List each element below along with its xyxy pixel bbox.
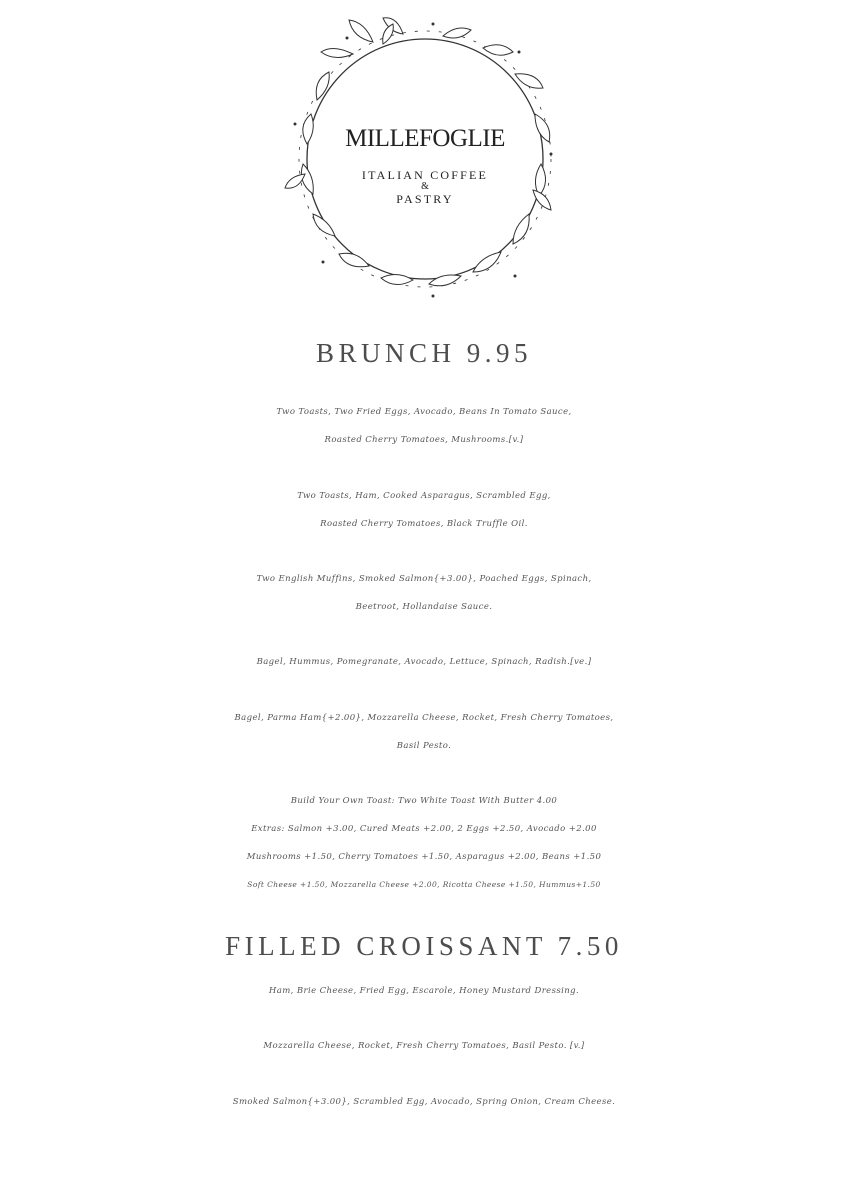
menu-line: Basil Pesto.	[396, 741, 452, 751]
menu-line: Build Your Own Toast: Two White Toast With Butter 4.00	[290, 796, 558, 806]
croissant-heading: FILLED CROISSANT 7.50	[225, 931, 623, 961]
menu-line: Roasted Cherry Tomatoes, Black Truffle Oil.	[320, 519, 528, 529]
menu-line: Smoked Salmon{+3.00}, Scrambled Egg, Avocado, Spring Onion, Cream Cheese.	[232, 1097, 616, 1107]
brand-ampersand: &	[421, 181, 429, 192]
menu-line: Extras: Salmon +3.00, Cured Meats +2.00, 2 Eggs +2.50, Avocado +2.00	[251, 824, 597, 834]
menu-line: Soft Cheese +1.50, Mozzarella Cheese +2.00, Ricotta Cheese +1.50, Hummus+1.50	[247, 880, 601, 889]
menu-line: Mushrooms +1.50, Cherry Tomatoes +1.50, Asparagus +2.00, Beans +1.50	[246, 852, 602, 862]
brand-text	[283, 124, 567, 206]
brand-subtitle-2: PASTRY	[396, 192, 454, 206]
menu-line: Two Toasts, Two Fried Eggs, Avocado, Beans In Tomato Sauce,	[276, 407, 572, 417]
brand-subtitle-1: ITALIAN COFFEE	[361, 168, 489, 182]
menu-line: Two Toasts, Ham, Cooked Asparagus, Scrambled Egg,	[297, 491, 551, 501]
brunch-heading: BRUNCH 9.95	[315, 338, 533, 368]
menu-line: Roasted Cherry Tomatoes, Mushrooms.[v.]	[324, 435, 524, 445]
menu-line: Two English Muffins, Smoked Salmon{+3.00}, Poached Eggs, Spinach,	[256, 574, 592, 584]
brand-name: MILLEFOGLIE	[345, 125, 505, 152]
menu-line: Mozzarella Cheese, Rocket, Fresh Cherry Tomatoes, Basil Pesto. [v.]	[263, 1041, 585, 1051]
menu-line: Ham, Brie Cheese, Fried Egg, Escarole, Honey Mustard Dressing.	[268, 986, 580, 996]
menu-line: Bagel, Hummus, Pomegranate, Avocado, Lettuce, Spinach, Radish.[ve.]	[256, 657, 592, 667]
menu-line: Beetroot, Hollandaise Sauce.	[355, 602, 493, 612]
menu-line: Bagel, Parma Ham{+2.00}, Mozzarella Cheese, Rocket, Fresh Cherry Tomatoes,	[234, 713, 614, 723]
